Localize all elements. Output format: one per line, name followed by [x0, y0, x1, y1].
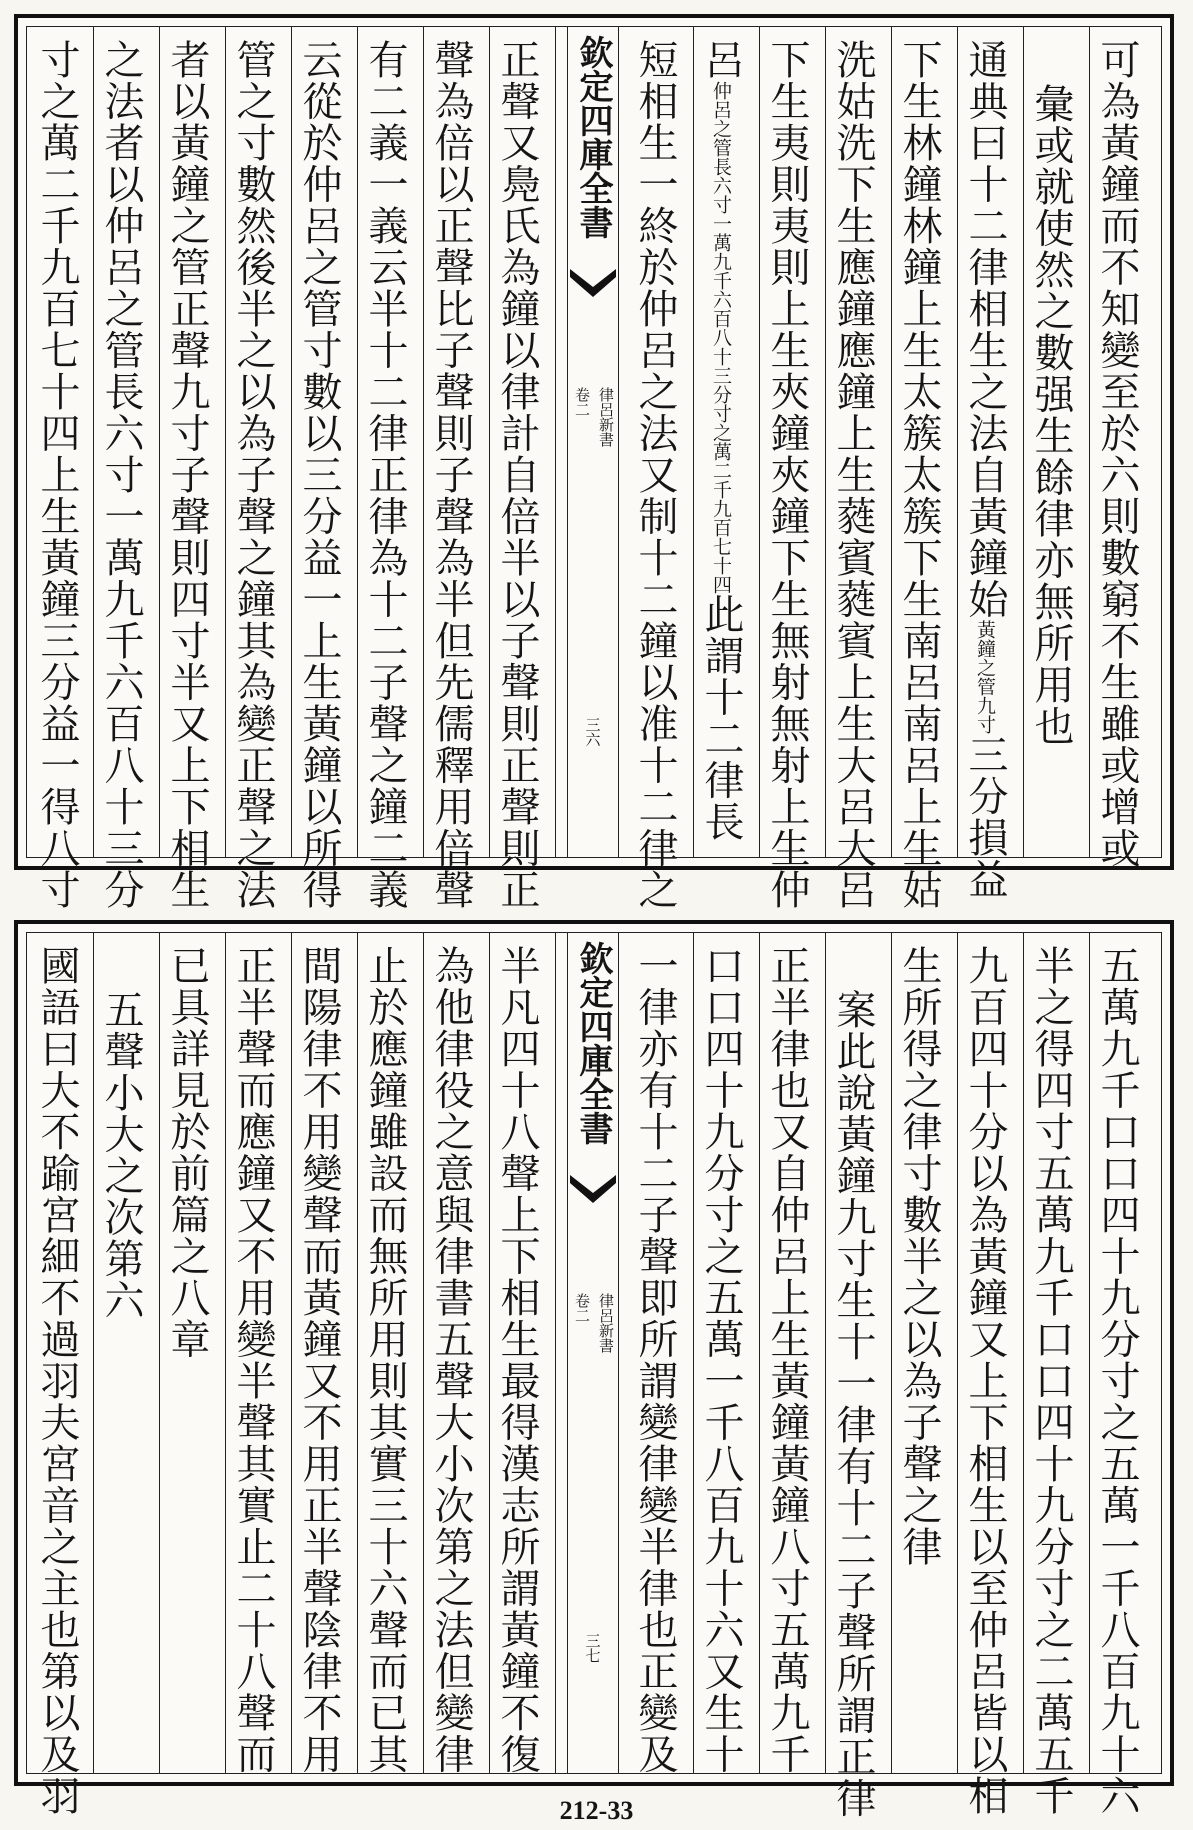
text-column: 正聲又鳧氏為鐘以律計自倍半以子聲則正聲則正	[494, 39, 540, 911]
column-rule	[891, 933, 892, 1773]
column-rule	[225, 27, 226, 857]
column-rule	[1089, 27, 1090, 857]
column-rule	[357, 933, 358, 1773]
column-rule	[555, 27, 556, 857]
text-column: 口口四十九分寸之五萬一千八百九十六又生十	[698, 945, 744, 1775]
column-rule	[225, 933, 226, 1773]
column-rule	[759, 27, 760, 857]
text-column: 管之寸數然後半之以為子聲之鐘其為變正聲之法	[230, 39, 276, 911]
column-rule	[489, 933, 490, 1773]
text-column: 五萬九千口口四十九分寸之五萬一千八百九十六	[1094, 945, 1140, 1817]
text-column: 半凡四十八聲上下相生最得漢志所謂黃鐘不復	[494, 945, 540, 1775]
text-column: 聲為倍以正聲比子聲則子聲為半但先儒釋用倍聲	[428, 39, 474, 911]
text-column: 止於應鐘雖設而無所用則其實三十六聲而已其	[362, 945, 408, 1775]
annotation-note: 仲呂之管長六寸一萬九千六百八十三分寸之萬二千九百七十四	[710, 80, 732, 594]
text-column: 半之得四寸五萬九千口口四十九分寸之二萬五千	[1028, 945, 1074, 1817]
text-column	[962, 39, 1008, 900]
text-column: 有二義一義云半十二律正律為十二子聲之鐘二義	[362, 39, 408, 911]
column-rule	[159, 27, 160, 857]
text-column: 洗姑洗下生應鐘應鐘上生蕤賓蕤賓上生大呂大呂	[830, 39, 876, 911]
text-column: 寸之萬二千九百七十四上生黃鐘三分益一得八寸	[34, 39, 80, 911]
text-column: 間陽律不用變聲而黃鐘又不用正半聲陰律不用	[296, 945, 342, 1775]
column-rule	[555, 933, 556, 1773]
column-rule	[693, 27, 694, 857]
library-title: 欽定四庫全書	[573, 35, 613, 239]
top-page	[14, 14, 1174, 911]
text-column: 可為黃鐘而不知變至於六則數窮不生雖或增或	[1094, 39, 1140, 869]
text-column: 九百四十分以為黃鐘又上下相生以至仲呂皆以相	[962, 945, 1008, 1817]
column-rule	[1023, 27, 1024, 857]
column-rule	[291, 27, 292, 857]
library-title: 欽定四庫全書	[573, 941, 613, 1145]
column-rule	[291, 933, 292, 1773]
text-column: 生所得之律寸數半之以為子聲之律	[896, 945, 942, 1568]
column-rule	[825, 27, 826, 857]
text-column: 國語曰大不踰宮細不過羽夫宮音之主也第以及羽	[34, 945, 80, 1817]
text-run: 通典曰十二律相生之法自黃鐘始	[962, 39, 1008, 620]
text-column: 彙或就使然之數强生餘律亦無所用也	[1028, 83, 1074, 747]
book-title: 律呂新書	[597, 1293, 615, 1353]
text-column: 下生夷則夷則上生夾鐘夾鐘下生無射無射上生仲	[764, 39, 810, 911]
center-strip	[567, 27, 619, 857]
column-rule	[1089, 933, 1090, 1773]
folio-number: 三七	[583, 1633, 602, 1663]
volume-label: 卷二	[573, 1293, 591, 1323]
column-rule	[693, 933, 694, 1773]
text-column: 案此說黃鐘九寸生十一律有十二子聲所謂正律	[830, 989, 876, 1819]
column-rule	[423, 27, 424, 857]
column-rule	[423, 933, 424, 1773]
text-column: 者以黃鐘之管正聲九寸子聲則四寸半又上下相生	[164, 39, 210, 911]
text-column: 之法者以仲呂之管長六寸一萬九千六百八十三分	[98, 39, 144, 911]
text-column: 為他律役之意與律書五聲大小次第之法但變律	[428, 945, 474, 1775]
annotation-note: 黃鐘之管九寸	[974, 620, 996, 734]
section-heading: 五聲小大之次第六	[98, 989, 144, 1321]
folio-number: 三六	[583, 717, 602, 747]
column-rule	[825, 933, 826, 1773]
column-rule	[957, 933, 958, 1773]
column-rule	[357, 27, 358, 857]
book-title: 律呂新書	[597, 387, 615, 447]
column-rule	[891, 27, 892, 857]
column-rule	[489, 27, 490, 857]
text-run: 此謂十二律長	[698, 593, 744, 843]
column-rule	[1023, 933, 1024, 1773]
text-run: 呂	[698, 39, 744, 81]
column-rule	[957, 27, 958, 857]
text-column: 云從於仲呂之管寸數以三分益一上生黃鐘以所得	[296, 39, 342, 911]
column-rule	[93, 27, 94, 857]
volume-label: 卷二	[573, 387, 591, 417]
center-strip	[567, 933, 619, 1773]
text-column: 已具詳見於前篇之八章	[164, 945, 210, 1360]
page-number: 212-33	[559, 1796, 634, 1825]
text-column: 正半律也又自仲呂上生黃鐘黃鐘八寸五萬九千	[764, 945, 810, 1775]
column-rule	[93, 933, 94, 1773]
text-run: 三分損益	[962, 734, 1008, 900]
top-page-frame	[26, 26, 1162, 911]
fish-tail-mark-icon	[570, 1171, 616, 1211]
text-column: 正半聲而應鐘又不用變半聲其實止二十八聲而	[230, 945, 276, 1775]
text-column: 短相生一終於仲呂之法又制十二鐘以准十二律之	[632, 39, 678, 911]
column-rule	[159, 933, 160, 1773]
fish-tail-mark-icon	[570, 265, 616, 305]
text-column: 一律亦有十二子聲即所謂變律變半律也正變及	[632, 945, 678, 1775]
column-rule	[759, 933, 760, 1773]
text-column	[698, 39, 744, 843]
text-column: 下生林鐘林鐘上生太簇太簇下生南呂南呂上生姑	[896, 39, 942, 911]
